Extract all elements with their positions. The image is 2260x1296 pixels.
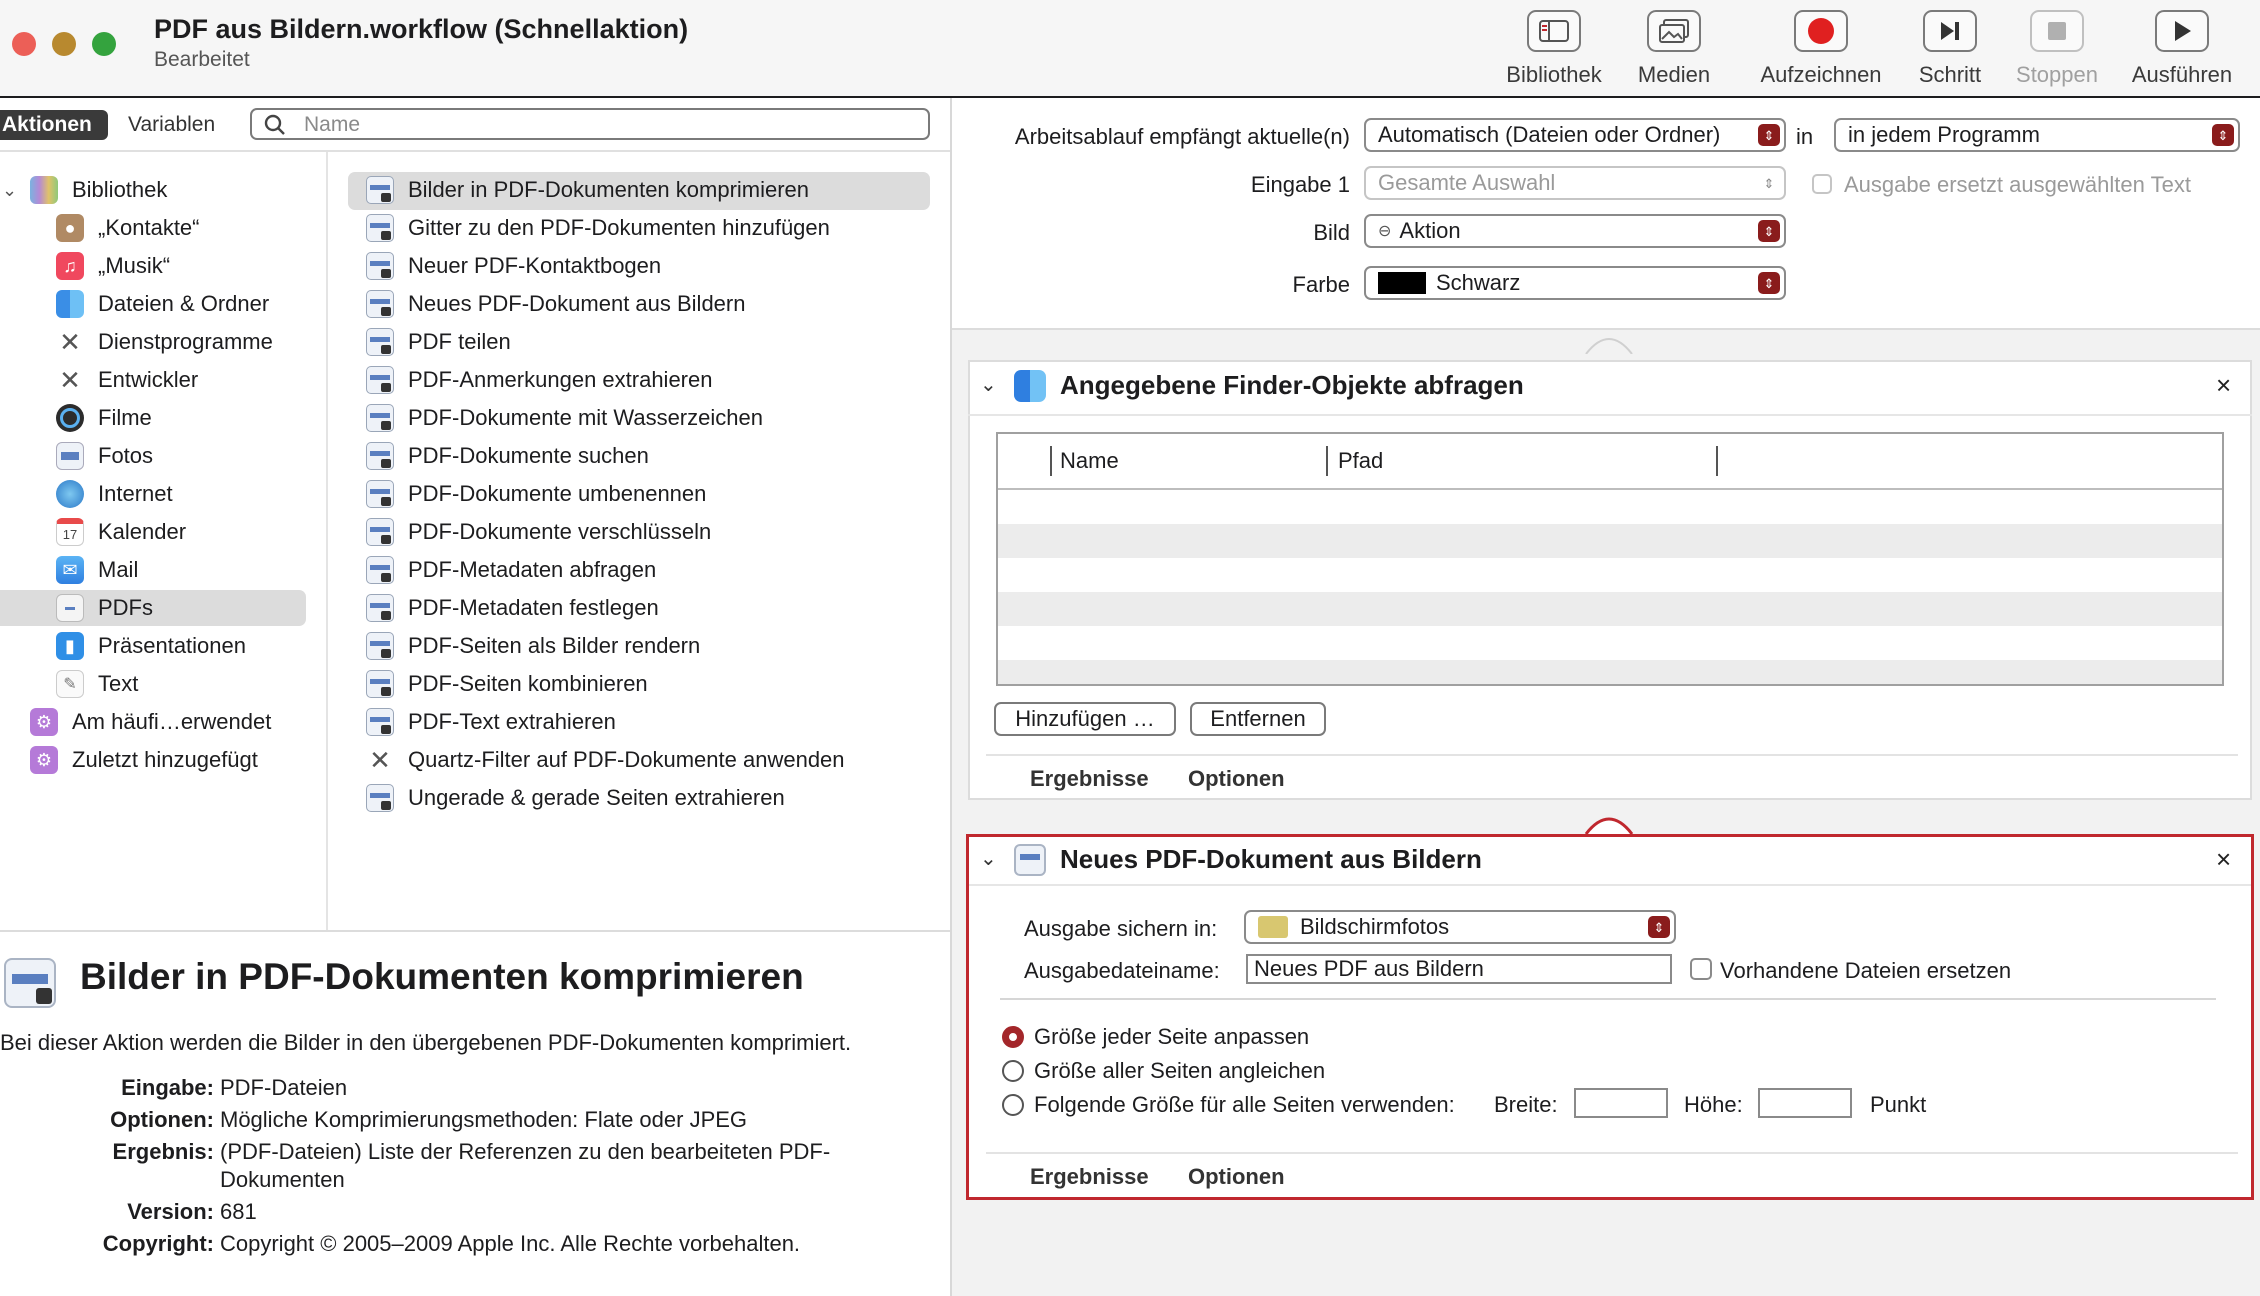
divider xyxy=(1000,998,2216,1000)
step-label: Schritt xyxy=(1918,62,1982,87)
action-item-label: PDF-Metadaten abfragen xyxy=(408,557,657,582)
sidebar-icon xyxy=(1527,10,1581,52)
pdf-action-icon xyxy=(366,214,394,242)
action-card-new-pdf xyxy=(966,834,2254,1200)
pdf-action-icon xyxy=(366,328,394,356)
height-label: Höhe: xyxy=(1684,1092,1743,1117)
title-bar xyxy=(0,0,2260,98)
action-item[interactable] xyxy=(366,324,511,360)
mail-icon: ✉ xyxy=(56,556,84,584)
results-tab[interactable]: Ergebnisse xyxy=(1030,1164,1149,1189)
folder-icon xyxy=(1258,916,1288,938)
sidebar-item-label: Entwickler xyxy=(98,367,199,392)
library-toolbar-button[interactable] xyxy=(1494,10,1614,88)
updown-arrows-icon: ⇕ xyxy=(1758,220,1780,242)
action-item-label: PDF-Metadaten festlegen xyxy=(408,595,659,620)
divider[interactable] xyxy=(0,930,950,932)
radio-match-all-pages[interactable] xyxy=(1002,1060,1024,1082)
finder-icon xyxy=(1014,370,1046,402)
gear-icon: ⊖ xyxy=(1378,223,1392,240)
card-title: Angegebene Finder-Objekte abfragen xyxy=(1060,370,1524,400)
record-label: Aufzeichnen xyxy=(1760,62,1882,87)
calendar-icon: 17 xyxy=(56,518,84,546)
width-input[interactable] xyxy=(1574,1088,1668,1118)
tools-icon: ✕ xyxy=(369,744,391,775)
search-icon xyxy=(264,114,286,136)
tab-variables[interactable]: Variablen xyxy=(128,113,216,136)
action-item[interactable] xyxy=(366,248,661,284)
replaces-text-checkbox[interactable] xyxy=(1812,174,1832,194)
photos-icon xyxy=(1647,10,1701,52)
globe-icon xyxy=(56,480,84,508)
action-item[interactable] xyxy=(366,286,745,322)
pdf-action-icon xyxy=(4,958,56,1008)
pdf-action-icon xyxy=(366,290,394,318)
sidebar-item-label: Bibliothek xyxy=(72,177,168,202)
sidebar-item-text[interactable] xyxy=(56,666,138,702)
action-item[interactable] xyxy=(366,590,659,626)
sidebar-item-label: Filme xyxy=(98,405,152,430)
run-label: Ausführen xyxy=(2131,62,2233,87)
table-row xyxy=(998,524,2222,558)
radio-custom-size-label: Folgende Größe für alle Seiten verwenden: xyxy=(1034,1092,1455,1117)
pdf-action-icon xyxy=(366,670,394,698)
result-value-cont: Dokumenten xyxy=(220,1167,345,1192)
sidebar-item-label: Kalender xyxy=(98,519,187,544)
width-label: Breite: xyxy=(1494,1092,1558,1117)
description-text: Bei dieser Aktion werden die Bilder in den übergebenen PDF-Dokumenten komprimiert. xyxy=(0,1030,852,1055)
filename-field[interactable]: Neues PDF aus Bildern xyxy=(1246,954,1672,984)
sidebar-item-internet[interactable] xyxy=(56,476,173,512)
save-in-value: Bildschirmfotos xyxy=(1300,914,1450,939)
tools-icon: ✕ xyxy=(59,364,81,395)
smart-folder-icon: ⚙ xyxy=(30,746,58,774)
card-title: Neues PDF-Dokument aus Bildern xyxy=(1060,844,1482,874)
replace-files-checkbox[interactable] xyxy=(1690,958,1712,980)
collapse-chevron-icon[interactable]: ⌄ xyxy=(980,374,997,396)
sidebar-item-pdfs[interactable] xyxy=(56,590,153,626)
action-item-label: PDF teilen xyxy=(408,329,511,354)
updown-arrows-icon: ⇕ xyxy=(1758,124,1780,146)
action-item-label: PDF-Dokumente verschlüsseln xyxy=(408,519,712,544)
action-item-label: PDF-Dokumente mit Wasserzeichen xyxy=(408,405,763,430)
column-header-path[interactable]: Pfad xyxy=(1338,448,1384,473)
action-item[interactable] xyxy=(366,210,830,246)
sidebar-item-label: „Musik“ xyxy=(98,253,171,278)
stop-icon xyxy=(2030,10,2084,52)
pdf-action-icon xyxy=(366,556,394,584)
library-label: Bibliothek xyxy=(1506,62,1602,87)
copyright-label: Copyright: xyxy=(102,1231,214,1256)
action-item[interactable] xyxy=(366,362,712,398)
action-item-label: PDF-Dokumente suchen xyxy=(408,443,649,468)
sidebar-item-library[interactable] xyxy=(30,172,167,208)
updown-arrows-icon: ⇕ xyxy=(1758,272,1780,294)
action-item[interactable] xyxy=(366,704,616,740)
action-item-label: PDF-Seiten kombinieren xyxy=(408,671,648,696)
record-icon xyxy=(1794,10,1848,52)
image-value: Aktion xyxy=(1399,218,1461,243)
sidebar-item-label: Internet xyxy=(98,481,173,506)
music-icon: ♫ xyxy=(56,252,84,280)
collapse-chevron-icon[interactable]: ⌄ xyxy=(980,848,997,870)
sidebar-item-label: „Kontakte“ xyxy=(98,215,200,240)
color-popup[interactable] xyxy=(1364,266,1786,300)
pdf-action-icon xyxy=(366,632,394,660)
library-icon xyxy=(30,176,58,204)
action-item[interactable] xyxy=(366,476,706,512)
disclosure-chevron-icon[interactable]: ⌄ xyxy=(2,180,18,200)
preview-icon xyxy=(56,442,84,470)
updown-arrows-icon: ⇕ xyxy=(1763,175,1775,191)
action-item[interactable] xyxy=(366,742,845,778)
run-toolbar-button[interactable] xyxy=(2122,10,2242,88)
pdf-action-icon xyxy=(366,518,394,546)
quicktime-icon xyxy=(56,404,84,432)
replace-files-label: Vorhandene Dateien ersetzen xyxy=(1720,958,2012,983)
radio-match-all-pages-label: Größe aller Seiten angleichen xyxy=(1034,1058,1326,1083)
filename-label: Ausgabedateiname: xyxy=(1024,958,1220,983)
input-value: PDF-Dateien xyxy=(220,1075,348,1100)
pdf-action-icon xyxy=(366,252,394,280)
connector-icon xyxy=(1584,808,1634,834)
sidebar-item-movies[interactable] xyxy=(56,400,152,436)
unit-label: Punkt xyxy=(1870,1092,1927,1117)
media-toolbar-button[interactable] xyxy=(1614,10,1734,88)
color-value: Schwarz xyxy=(1436,270,1521,295)
pdf-action-icon xyxy=(366,784,394,812)
sidebar-item-label: PDFs xyxy=(98,595,153,620)
divider xyxy=(0,150,950,152)
close-window-button[interactable] xyxy=(12,32,36,56)
window-subtitle: Bearbeitet xyxy=(154,48,250,71)
sidebar-item-label: Zuletzt hinzugefügt xyxy=(72,747,258,772)
updown-arrows-icon: ⇕ xyxy=(1648,916,1670,938)
result-value: (PDF-Dateien) Liste der Referenzen zu den bearbeiteten PDF- xyxy=(220,1139,831,1164)
action-item-label: PDF-Anmerkungen extrahieren xyxy=(408,367,713,392)
sidebar-item-music[interactable] xyxy=(56,248,170,284)
action-item-label: PDF-Text extrahieren xyxy=(408,709,616,734)
version-label: Version: xyxy=(127,1199,214,1224)
results-tab[interactable]: Ergebnisse xyxy=(1030,766,1149,791)
action-item-label: Gitter zu den PDF-Dokumenten hinzufügen xyxy=(408,215,830,240)
sidebar-item-mail[interactable] xyxy=(56,552,138,588)
divider xyxy=(986,754,2238,756)
action-item[interactable] xyxy=(366,780,785,816)
sidebar-item-contacts[interactable] xyxy=(56,210,200,246)
options-label: Optionen: xyxy=(110,1107,214,1132)
close-icon[interactable]: × xyxy=(2216,844,2232,874)
color-swatch xyxy=(1378,272,1426,294)
sidebar-item-label: Präsentationen xyxy=(98,633,246,658)
add-button[interactable]: Hinzufügen … xyxy=(994,702,1176,736)
input-1-popup[interactable] xyxy=(1364,166,1786,200)
sidebar-item-presentations[interactable] xyxy=(56,628,246,664)
pdf-action-icon xyxy=(366,708,394,736)
options-tab[interactable]: Optionen xyxy=(1188,1164,1285,1189)
sidebar-item-label: Mail xyxy=(98,557,139,582)
radio-custom-size[interactable] xyxy=(1002,1094,1024,1116)
action-item[interactable] xyxy=(366,172,809,208)
application-value: in jedem Programm xyxy=(1848,122,2040,147)
sidebar-item-label: Text xyxy=(98,671,139,696)
sidebar-item-label: Dateien & Ordner xyxy=(98,291,270,316)
in-label: in xyxy=(1796,124,1814,149)
selection-highlight xyxy=(0,590,306,626)
finder-items-table[interactable] xyxy=(996,432,2224,686)
zoom-window-button[interactable] xyxy=(92,32,116,56)
pdf-action-icon xyxy=(1014,844,1046,876)
action-item-label: Bilder in PDF-Dokumenten komprimieren xyxy=(408,177,810,202)
pdf-action-icon xyxy=(366,404,394,432)
pdf-action-icon xyxy=(366,594,394,622)
keynote-icon: ▮ xyxy=(56,632,84,660)
close-icon[interactable]: × xyxy=(2216,370,2232,400)
action-item-label: PDF-Seiten als Bilder rendern xyxy=(408,633,701,658)
color-label: Farbe xyxy=(1292,272,1350,297)
pdf-action-icon xyxy=(366,366,394,394)
pdf-action-icon xyxy=(366,442,394,470)
sidebar-item-utilities[interactable] xyxy=(56,324,273,360)
step-toolbar-button[interactable] xyxy=(1900,10,2000,88)
receives-value: Automatisch (Dateien oder Ordner) xyxy=(1378,122,1721,147)
divider xyxy=(986,1152,2238,1154)
divider xyxy=(968,414,2252,416)
options-tab[interactable]: Optionen xyxy=(1188,766,1285,791)
radio-fit-each-page-label: Größe jeder Seite anpassen xyxy=(1034,1024,1310,1049)
description-title: Bilder in PDF-Dokumenten komprimieren xyxy=(80,956,804,997)
image-label: Bild xyxy=(1313,220,1350,245)
sidebar-item-label: Am häufi…erwendet xyxy=(72,709,272,734)
table-row xyxy=(998,592,2222,626)
tab-actions[interactable]: Aktionen xyxy=(0,110,108,140)
finder-icon xyxy=(56,290,84,318)
pdf-action-icon xyxy=(366,480,394,508)
sidebar-item-files-folders[interactable] xyxy=(56,286,269,322)
table-row xyxy=(998,660,2222,684)
pdf-icon xyxy=(56,594,84,622)
action-item[interactable] xyxy=(366,628,700,664)
input-label: Eingabe: xyxy=(121,1075,214,1100)
sidebar-item-photos[interactable] xyxy=(56,438,153,474)
sidebar-item-developer[interactable] xyxy=(56,362,198,398)
play-icon xyxy=(2155,10,2209,52)
pdf-action-icon xyxy=(366,176,394,204)
textedit-icon: ✎ xyxy=(56,670,84,698)
result-label: Ergebnis: xyxy=(112,1139,214,1164)
stop-toolbar-button[interactable] xyxy=(2012,10,2102,88)
sidebar-item-most-used[interactable] xyxy=(30,704,271,740)
window-title: PDF aus Bildern.workflow (Schnellaktion) xyxy=(154,14,689,44)
save-in-label: Ausgabe sichern in: xyxy=(1024,916,1218,941)
input-1-value: Gesamte Auswahl xyxy=(1378,170,1556,195)
search-input[interactable] xyxy=(302,112,916,138)
action-item-label: Neuer PDF-Kontaktbogen xyxy=(408,253,662,278)
record-toolbar-button[interactable] xyxy=(1754,10,1888,88)
sidebar-item-recently-added[interactable] xyxy=(30,742,258,778)
action-item-label: PDF-Dokumente umbenennen xyxy=(408,481,707,506)
tools-icon: ✕ xyxy=(59,326,81,357)
sidebar-item-label: Dienstprogramme xyxy=(98,329,273,354)
media-label: Medien xyxy=(1637,62,1711,87)
radio-fit-each-page[interactable] xyxy=(1002,1026,1024,1048)
search-field[interactable] xyxy=(250,108,930,140)
action-item-label: Quartz-Filter auf PDF-Dokumente anwenden xyxy=(408,747,845,772)
step-icon xyxy=(1923,10,1977,52)
version-value: 681 xyxy=(220,1199,257,1224)
receives-label: Arbeitsablauf empfängt aktuelle(n) xyxy=(1014,124,1350,149)
action-item[interactable] xyxy=(366,552,656,588)
options-value: Mögliche Komprimierungsmethoden: Flate oder JPEG xyxy=(220,1107,748,1132)
application-popup[interactable] xyxy=(1834,118,2240,152)
contacts-icon: ● xyxy=(56,214,84,242)
minimize-window-button[interactable] xyxy=(52,32,76,56)
column-header-name[interactable]: Name xyxy=(1060,448,1119,473)
action-item-label: Neues PDF-Dokument aus Bildern xyxy=(408,291,746,316)
save-in-popup[interactable] xyxy=(1244,910,1676,944)
updown-arrows-icon: ⇕ xyxy=(2212,124,2234,146)
sidebar-item-calendar[interactable] xyxy=(56,514,186,550)
input-1-label: Eingabe 1 xyxy=(1250,172,1350,197)
action-item[interactable] xyxy=(366,514,711,550)
connector-icon xyxy=(1584,328,1634,354)
copyright-value: Copyright © 2005–2009 Apple Inc. Alle Rechte vorbehalten. xyxy=(220,1231,801,1256)
smart-folder-icon: ⚙ xyxy=(30,708,58,736)
stop-label: Stoppen xyxy=(2016,62,2098,87)
action-item[interactable] xyxy=(366,400,763,436)
receives-popup[interactable] xyxy=(1364,118,1786,152)
column-divider[interactable] xyxy=(326,152,328,930)
action-item[interactable] xyxy=(366,438,649,474)
action-item[interactable] xyxy=(366,666,648,702)
action-item-label: Ungerade & gerade Seiten extrahieren xyxy=(408,785,785,810)
remove-button[interactable]: Entfernen xyxy=(1190,702,1326,736)
sidebar-item-label: Fotos xyxy=(98,443,154,468)
image-popup[interactable] xyxy=(1364,214,1786,248)
replaces-text-label: Ausgabe ersetzt ausgewählten Text xyxy=(1844,172,2191,197)
height-input[interactable] xyxy=(1758,1088,1852,1118)
divider xyxy=(969,884,2251,886)
